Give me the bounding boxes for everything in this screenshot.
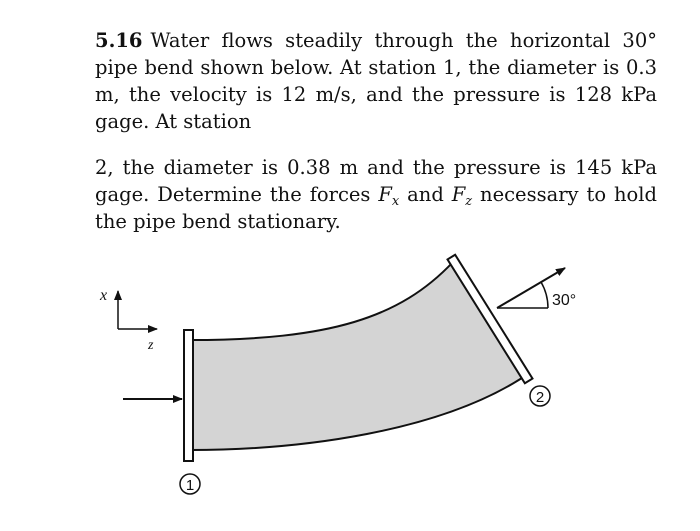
and-word: and: [399, 183, 452, 206]
angle-label: 30°: [552, 292, 577, 309]
station-2-label: 2: [535, 389, 545, 406]
pipe-bend-figure: [0, 240, 700, 531]
force-z-subscript: z: [465, 194, 473, 209]
problem-number: 5.16: [95, 29, 143, 52]
force-x-subscript: x: [391, 194, 400, 209]
station-1-label: 1: [185, 477, 195, 494]
problem-text-2-lead: 2, the diameter is 0.38 m and the pressure is 145 kPa gage. Determine the forces: [95, 156, 657, 206]
station-1-flange: [184, 330, 193, 461]
force-z-symbol: F: [451, 183, 466, 206]
z-axis-label: z: [148, 338, 154, 353]
problem-text-2-tail: necessary to hold the pipe bend stationary.: [95, 183, 657, 233]
x-axis-label: x: [100, 287, 108, 304]
problem-text-1: Water flows steadily through the horizontal 30° pipe bend shown below. At station 1, the diameter is 0.3 m, the velocity is 12 m/s, and the pressure is 128 kPa gage. At station: [95, 29, 657, 133]
problem-paragraph-2: [95, 154, 657, 235]
problem-paragraph-1: [95, 27, 657, 135]
angle-arc: [541, 282, 548, 308]
force-x-symbol: F: [378, 183, 392, 206]
problem-statement: [95, 27, 657, 235]
